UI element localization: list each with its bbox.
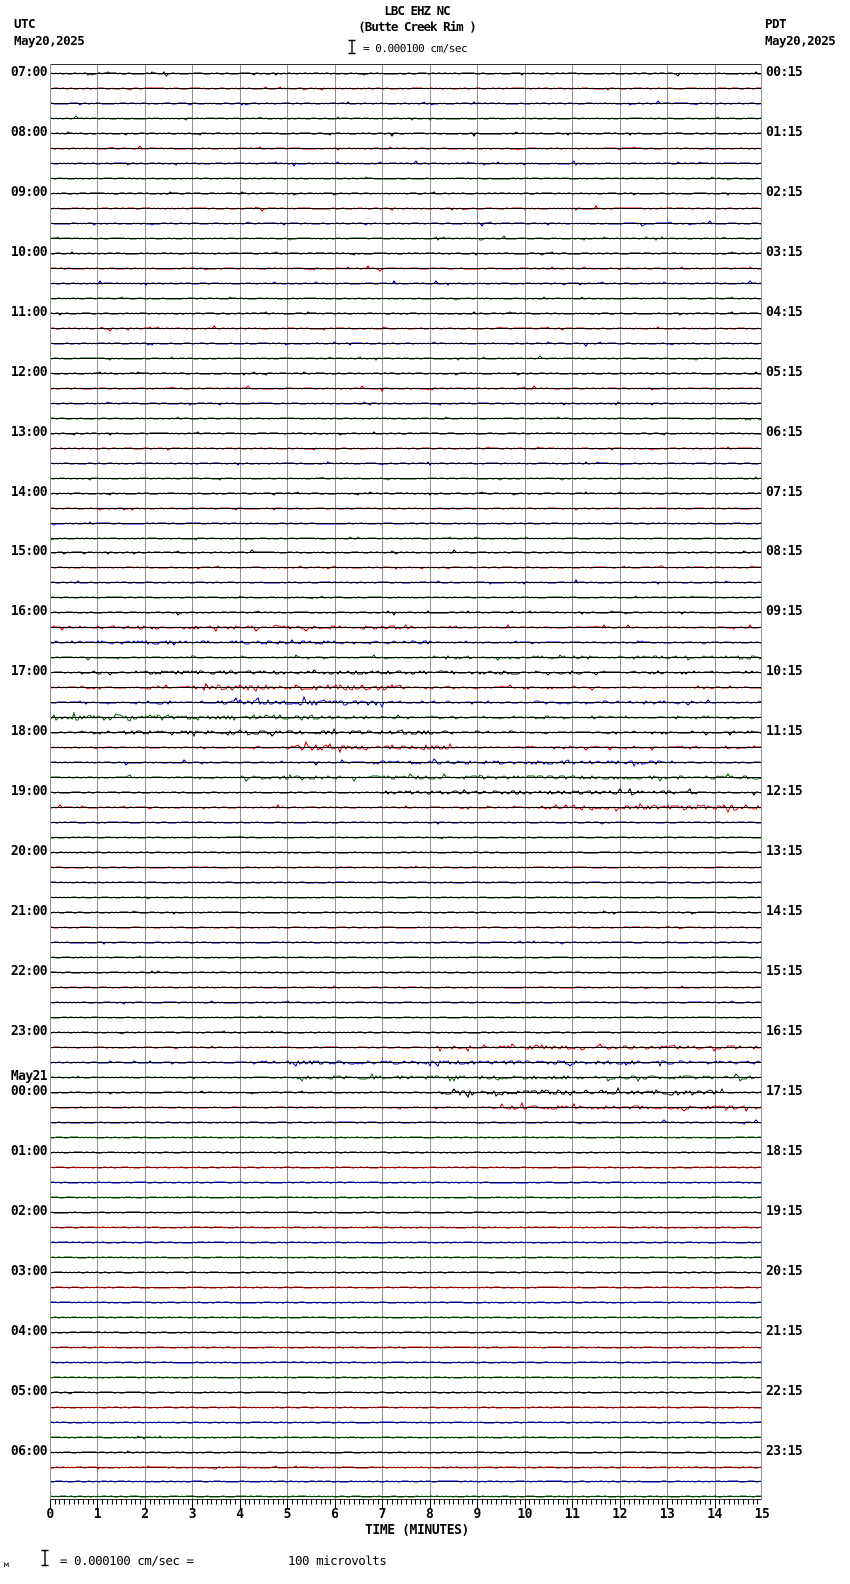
seismogram-canvas [50,64,762,1510]
utc-time-label: 02:00 [10,1203,47,1219]
footer-prefix-glyph: м [4,1560,9,1569]
axis-tick-number: 4 [236,1507,244,1522]
axis-title: TIME (MINUTES) [365,1523,469,1538]
utc-time-label: 20:00 [10,844,47,860]
grid-lines [98,65,716,1500]
pdt-time-label: 09:15 [766,604,803,620]
footer-scale-bar-icon [40,1549,50,1567]
utc-time-label: 14:00 [10,484,47,500]
utc-time-label: 15:00 [10,544,47,560]
pdt-time-label: 11:15 [766,724,803,740]
axis-tick-number: 1 [93,1507,102,1522]
pdt-time-label: 12:15 [766,784,803,800]
utc-day-label: May21 [10,1068,47,1084]
pdt-time-label: 04:15 [766,304,803,320]
trace-lines [50,72,762,1497]
utc-time-label: 00:00 [10,1083,47,1099]
pdt-time-label: 02:15 [766,184,803,200]
left-timezone-label: UTC [14,16,36,31]
pdt-time-label: 10:15 [766,664,803,680]
utc-time-label: 06:00 [10,1443,47,1459]
footer-value-text: 100 microvolts [288,1553,387,1568]
pdt-time-label: 20:15 [766,1263,803,1279]
axis-tick-number: 3 [188,1507,197,1522]
utc-time-label: 18:00 [10,724,47,740]
axis-tick-number: 12 [612,1507,627,1522]
utc-time-label: 07:00 [10,65,47,80]
pdt-time-label: 03:15 [766,244,803,260]
plot-frame [51,65,762,1500]
axis-tick-number: 2 [141,1507,149,1522]
utc-time-label: 01:00 [10,1143,47,1159]
axis-tick-number: 5 [283,1507,291,1522]
pdt-time-label: 15:15 [766,964,803,980]
pdt-time-label: 14:15 [766,904,803,920]
station-subtitle: (Butte Creek Rim ) [358,19,476,34]
utc-time-label: 12:00 [10,364,47,380]
utc-time-label: 23:00 [10,1023,47,1039]
pdt-time-label: 00:15 [766,65,803,80]
pdt-time-label: 01:15 [766,124,803,140]
utc-time-label: 17:00 [10,664,47,680]
utc-time-label: 21:00 [10,904,47,920]
utc-time-label: 03:00 [10,1263,47,1279]
scale-bar-icon [347,39,357,55]
right-timezone-label: PDT [765,16,787,31]
right-date-label: May20,2025 [765,33,836,48]
axis-tick-number: 13 [659,1507,675,1522]
axis-tick-number: 14 [707,1507,722,1522]
utc-time-label: 09:00 [10,184,47,200]
utc-time-label: 13:00 [10,424,47,440]
pdt-time-label: 07:15 [766,484,803,500]
pdt-time-label: 06:15 [766,424,803,440]
pdt-time-label: 17:15 [766,1083,803,1099]
pdt-time-label: 22:15 [766,1383,803,1399]
trace-row [50,1061,762,1066]
pdt-time-label: 18:15 [766,1143,803,1159]
axis-tick-number: 11 [564,1507,580,1522]
utc-time-label: 22:00 [10,964,47,980]
axis-tick-number: 15 [754,1507,770,1522]
footer-scale-equation: = 0.000100 cm/sec = [60,1553,194,1568]
utc-time-label: 08:00 [10,124,47,140]
pdt-time-label: 13:15 [766,844,803,860]
pdt-time-label: 16:15 [766,1023,803,1039]
axis-tick-number: 8 [426,1507,434,1522]
utc-time-label: 11:00 [10,304,47,320]
pdt-time-label: 05:15 [766,364,803,380]
utc-time-label: 16:00 [10,604,47,620]
station-title: LBC EHZ NC [384,3,450,18]
axis-tick-number: 7 [378,1507,386,1522]
axis-tick-number: 10 [517,1507,532,1522]
axis-tick-number: 0 [46,1507,54,1522]
pdt-time-label: 08:15 [766,544,803,560]
trace-row [50,1451,762,1454]
pdt-time-label: 21:15 [766,1323,803,1339]
left-date-label: May20,2025 [14,33,85,48]
utc-time-label: 05:00 [10,1383,47,1399]
utc-time-label: 04:00 [10,1323,47,1339]
utc-time-label: 19:00 [10,784,47,800]
axis-tick-number: 9 [473,1507,481,1522]
trace-row [50,1436,762,1439]
utc-time-label: 10:00 [10,244,47,260]
pdt-time-label: 23:15 [766,1443,803,1459]
pdt-time-label: 19:15 [766,1203,803,1219]
trace-row [50,1466,762,1469]
axis-tick-number: 6 [331,1507,339,1522]
scale-label: = 0.000100 cm/sec [363,42,468,55]
